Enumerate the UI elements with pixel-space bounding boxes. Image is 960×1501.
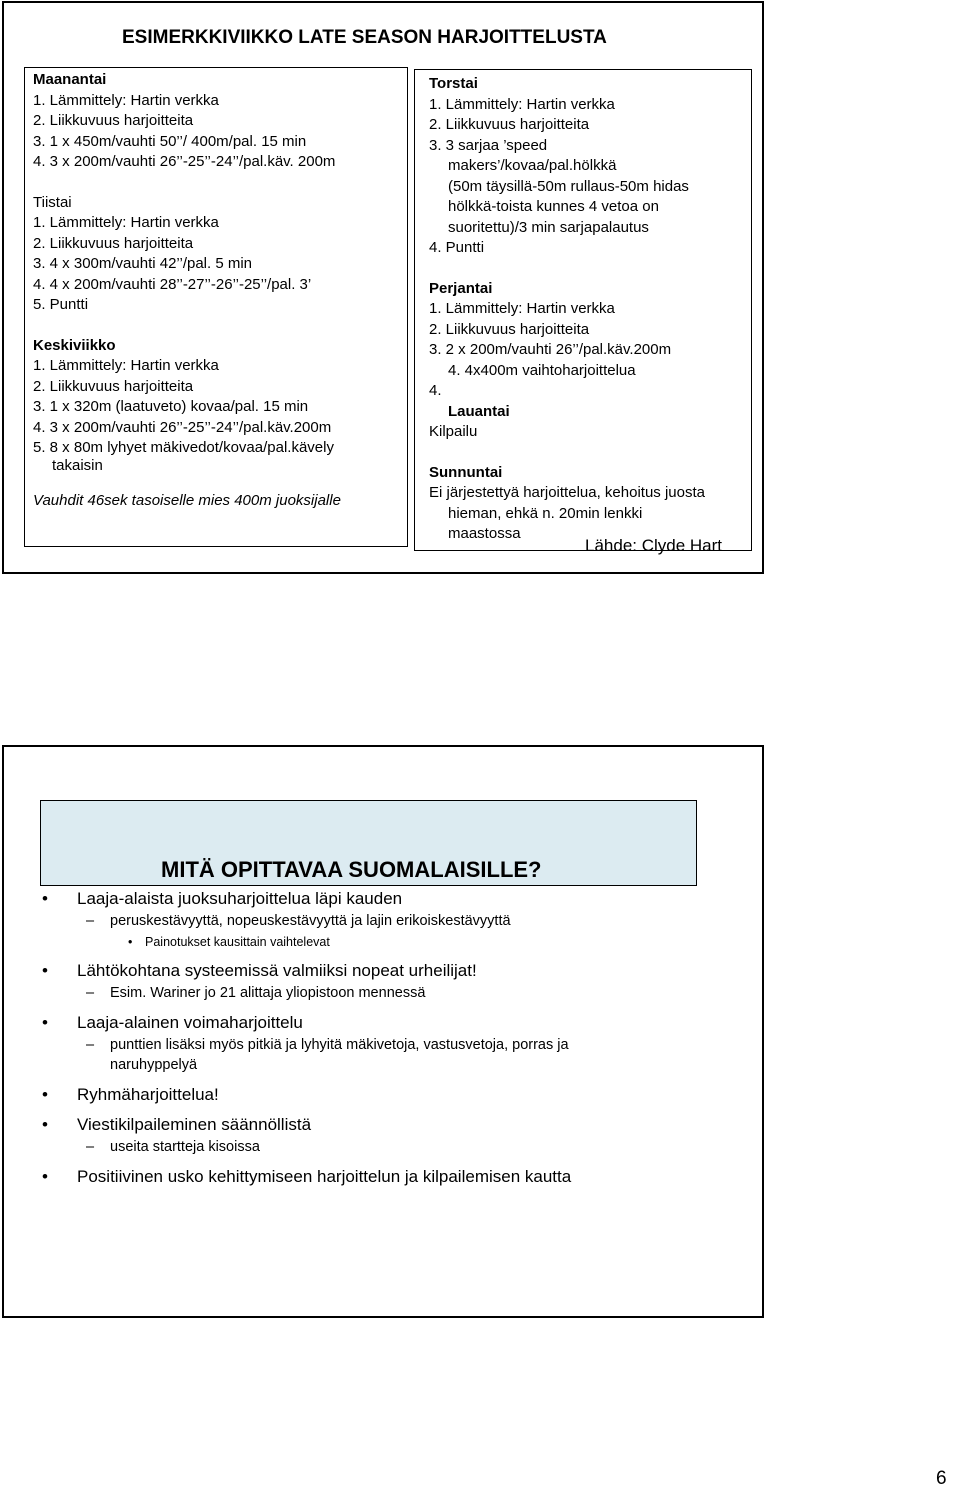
dash-marker: – [86, 1139, 95, 1155]
list-item: 3. 3 sarjaa ’speed [429, 136, 548, 154]
bullet-level2 [4, 1137, 764, 1157]
dash-marker: – [86, 1037, 95, 1053]
list-item: 4. [429, 382, 442, 399]
list-item: 3. 4 x 300m/vauhti 42’’/pal. 5 min [33, 255, 253, 272]
panel-thu-sun [414, 69, 752, 555]
slide-title: ESIMERKKIVIIKKO LATE SEASON HARJOITTELUSTA [122, 27, 607, 48]
list-item-continuation: suoritettu)/3 min sarjapalautus [448, 218, 649, 236]
list-item: 5. Puntti [33, 296, 89, 313]
bullet-level1 [4, 889, 764, 909]
bullet-level1 [4, 1085, 764, 1105]
bullet-level1 [4, 1013, 764, 1033]
bullet-text: Laaja-alainen voimaharjoittelu [77, 1013, 303, 1032]
bullet-marker: • [128, 935, 133, 949]
week-right-column [429, 74, 705, 545]
list-item: 1. Lämmittely: Hartin verkka [429, 300, 615, 317]
list-item: 4. 4 x 200m/vauhti 28’’-27’’-26’’-25’’/pal. 3’ [33, 275, 312, 293]
bullet-level1 [4, 1167, 764, 1187]
bullet-text: Esim. Wariner jo 21 alittaja yliopistoon mennessä [110, 985, 426, 1001]
saturday-text: Kilpailu [429, 423, 478, 440]
bullet-text: punttien lisäksi myös pitkiä ja lyhyitä mäkivetoja, vastusvetoja, porras ja [110, 1037, 569, 1053]
bullet-text: Positiivinen usko kehittymiseen harjoittelun ja kilpailemisen kautta [77, 1167, 572, 1186]
list-item: 3. 1 x 320m (laatuveto) kovaa/pal. 15 min [33, 398, 309, 415]
list-item: 1. Lämmittely: Hartin verkka [33, 214, 219, 231]
bullet-level3 [4, 933, 764, 951]
page-number: 6 [936, 1468, 947, 1489]
dash-marker: – [86, 913, 95, 929]
bullet-marker: • [42, 961, 48, 980]
day-heading-sunday: Sunnuntai [429, 463, 503, 481]
day-heading-friday: Perjantai [429, 279, 493, 297]
slide-title: MITÄ OPITTAVAA SUOMALAISILLE? [161, 857, 542, 882]
bullet-list [4, 879, 764, 1187]
title-box [40, 800, 697, 886]
bullet-text: Viestikilpaileminen säännöllistä [77, 1115, 312, 1134]
list-item-continuation: takaisin [52, 456, 103, 474]
list-item: 4. 4x400m vaihtoharjoittelua [448, 361, 636, 379]
list-item: 2. Liikkuvuus harjoitteita [429, 116, 590, 133]
bullet-level2 [4, 983, 764, 1003]
list-item: 3. 2 x 200m/vauhti 26’’/pal.käv.200m [429, 341, 672, 358]
list-item: 4. 3 x 200m/vauhti 26’’-25’’-24’’/pal.käv.200m [33, 418, 332, 436]
bullet-text: peruskestävyyttä, nopeuskestävyyttä ja lajin erikoiskestävyyttä [110, 913, 511, 929]
day-heading-wednesday: Keskiviikko [33, 336, 116, 354]
day-heading-monday: Maanantai [33, 71, 107, 88]
list-item: 2. Liikkuvuus harjoitteita [33, 377, 194, 395]
bullet-text: Lähtökohtana systeemissä valmiiksi nopeat urheilijat! [77, 961, 477, 980]
bullet-level2 [4, 1035, 764, 1055]
bullet-text: Laaja-alaista juoksuharjoittelua läpi kauden [77, 889, 403, 908]
source-credit: Lähde: Clyde Hart [585, 536, 723, 555]
list-item: 5. 8 x 80m lyhyet mäkivedot/kovaa/pal.kävely [33, 439, 334, 456]
list-item-continuation: hölkkä-toista kunnes 4 vetoa on [448, 198, 659, 215]
day-heading-thursday: Torstai [429, 75, 478, 92]
bullet-marker: • [42, 1115, 48, 1134]
bullet-marker: • [42, 1013, 48, 1032]
pace-note: Vauhdit 46sek tasoiselle mies 400m juoksijalle [33, 491, 341, 509]
bullet-marker: • [42, 889, 48, 908]
bullet-text: Painotukset kausittain vaihtelevat [145, 935, 330, 949]
list-item-continuation: (50m täysillä-50m rullaus-50m hidas [448, 177, 689, 195]
list-item: 2. Liikkuvuus harjoitteita [33, 112, 194, 129]
bullet-text: useita startteja kisoissa [110, 1139, 260, 1155]
bullet-level1 [4, 961, 764, 981]
slide-weekly-example [2, 1, 764, 574]
day-heading-tuesday: Tiistai [33, 193, 72, 211]
list-item: 2. Liikkuvuus harjoitteita [33, 234, 194, 252]
bullet-level2-continuation [4, 1055, 764, 1075]
dash-marker: – [86, 985, 95, 1001]
list-item: 1. Lämmittely: Hartin verkka [33, 91, 219, 109]
bullet-text: Ryhmäharjoittelua! [77, 1085, 219, 1104]
list-item-continuation: makers’/kovaa/pal.hölkkä [448, 157, 617, 174]
sunday-line: maastossa [448, 525, 521, 542]
sunday-line: Ei järjestettyä harjoittelua, kehoitus juosta [429, 484, 705, 501]
list-item: 2. Liikkuvuus harjoitteita [429, 320, 590, 338]
day-heading-saturday: Lauantai [448, 402, 510, 420]
bullet-text: naruhyppelyä [110, 1057, 198, 1073]
list-item: 1. Lämmittely: Hartin verkka [429, 95, 615, 113]
sunday-line: hieman, ehkä n. 20min lenkki [448, 504, 643, 522]
list-item: 1. Lämmittely: Hartin verkka [33, 357, 219, 374]
bullet-level1 [4, 1115, 764, 1135]
slide-lessons [2, 745, 764, 1318]
list-item: 3. 1 x 450m/vauhti 50’’/ 400m/pal. 15 min [33, 132, 307, 150]
bullet-level2 [4, 911, 764, 931]
list-item: 4. 3 x 200m/vauhti 26’’-25’’-24’’/pal.käv. 200m [33, 153, 336, 170]
list-item: 4. Puntti [429, 239, 485, 256]
panel-mon-wed [24, 67, 408, 547]
week-left-column [33, 70, 341, 511]
bullet-marker: • [42, 1167, 48, 1186]
bullet-marker: • [42, 1085, 48, 1104]
